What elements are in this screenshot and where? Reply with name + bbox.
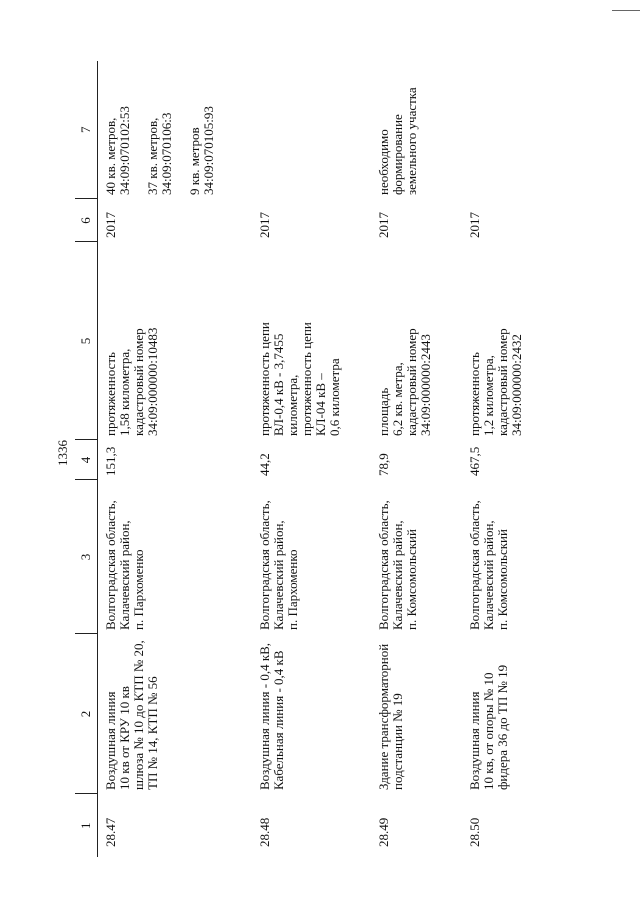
object-location xyxy=(252,480,371,634)
note-line: 34:09:070102:53 xyxy=(117,106,132,195)
area-value: 44,2 xyxy=(257,453,272,476)
object-name-line: шлюза № 10 до КТП № 20, xyxy=(131,640,146,790)
column-header: 5 xyxy=(75,242,98,440)
characteristics-line: 0,6 километра xyxy=(327,358,342,436)
location-line: Волгоградская область, xyxy=(257,500,272,630)
column-header: 6 xyxy=(75,199,98,242)
location-line: Волгоградская область, xyxy=(103,500,118,630)
object-name xyxy=(252,634,371,794)
characteristics-line: кадастровый номер xyxy=(131,328,146,436)
location-line: п. Комсомольский xyxy=(495,529,510,630)
year-value: 2017 xyxy=(376,212,391,238)
location-line: Волгоградская область, xyxy=(467,500,482,630)
object-name-line: ТП № 14, КТП № 56 xyxy=(145,676,160,790)
area-value: 151,3 xyxy=(103,446,118,476)
characteristics-line: протяженность цепи xyxy=(299,322,314,436)
characteristics-line: 1,58 километра, xyxy=(117,348,132,436)
row-number: 28.47 xyxy=(103,817,118,847)
row-number: 28.49 xyxy=(376,817,391,847)
area-value: 467,5 xyxy=(467,446,482,476)
characteristics-line: протяженность xyxy=(467,352,482,436)
object-name xyxy=(462,634,594,794)
object-name-line: Воздушная линия xyxy=(103,691,118,790)
note-line: 40 кв. метров, xyxy=(103,117,118,195)
year-value: 2017 xyxy=(103,212,118,238)
characteristics-line: протяженность цепи xyxy=(257,322,272,436)
object-name-line: Воздушная линия - 0,4 кВ, xyxy=(257,642,272,790)
object-name-line: Здание трансформаторной xyxy=(376,643,391,790)
object-characteristics xyxy=(98,242,253,440)
object-characteristics xyxy=(462,242,594,440)
row-number: 28.50 xyxy=(467,817,482,847)
object-location xyxy=(371,480,462,634)
characteristics-line: 6,2 кв. метра, xyxy=(390,362,405,436)
note-gap xyxy=(132,65,146,195)
page-number: 1336 xyxy=(55,440,70,466)
characteristics-line: 34:09:000000:2432 xyxy=(509,334,524,436)
characteristics-line: ВЛ-0,4 кВ - 3,7455 xyxy=(271,333,286,436)
object-location xyxy=(462,480,594,634)
year-value: 2017 xyxy=(257,212,272,238)
table-row xyxy=(462,61,594,857)
column-header: 1 xyxy=(75,794,98,857)
object-name-line: подстанции № 19 xyxy=(390,693,405,790)
note-gap xyxy=(174,65,188,195)
land-notes xyxy=(462,61,594,199)
note-line: 37 кв. метров, xyxy=(145,117,160,195)
object-name-line: фидера 36 до ТП № 19 xyxy=(495,664,510,790)
land-notes xyxy=(252,61,371,199)
row-number: 28.48 xyxy=(257,817,272,847)
object-name xyxy=(371,634,462,794)
table-row xyxy=(252,61,371,857)
object-name-line: Кабельная линия - 0,4 кВ xyxy=(271,650,286,790)
location-line: Калачевский район, xyxy=(117,520,132,630)
location-line: п. Комсомольский xyxy=(404,529,419,630)
registry-table xyxy=(75,61,594,857)
characteristics-line: 34:09:000000:10483 xyxy=(145,327,160,436)
note-line: формирование xyxy=(390,114,405,195)
column-header: 4 xyxy=(75,440,98,480)
note-line: 34:09:070106:3 xyxy=(159,112,174,195)
characteristics-line: 34:09:000000:2443 xyxy=(418,334,433,436)
corner-mark xyxy=(612,10,640,11)
object-location xyxy=(98,480,253,634)
column-header: 2 xyxy=(75,634,98,794)
table-row xyxy=(98,61,253,857)
land-notes xyxy=(371,61,462,199)
location-line: Волгоградская область, xyxy=(376,500,391,630)
object-name xyxy=(98,634,253,794)
object-characteristics xyxy=(371,242,462,440)
location-line: п. Пархоменко xyxy=(285,549,300,630)
characteristics-line: километра, xyxy=(285,374,300,436)
characteristics-line: 1,2 километра, xyxy=(481,355,496,436)
note-line: 34:09:070105:93 xyxy=(201,106,216,195)
table-row xyxy=(371,61,462,857)
object-name-line: 10 кв, от опоры № 10 xyxy=(481,672,496,790)
column-header: 7 xyxy=(75,61,98,199)
location-line: п. Пархоменко xyxy=(131,549,146,630)
header-row xyxy=(75,61,98,857)
location-line: Калачевский район, xyxy=(390,520,405,630)
rotated-table-container xyxy=(75,61,607,857)
land-notes xyxy=(98,61,253,199)
characteristics-line: площадь xyxy=(376,387,391,436)
characteristics-line: протяженность xyxy=(103,352,118,436)
note-line: земельного участка xyxy=(404,87,419,195)
object-name-line: Воздушная линия xyxy=(467,691,482,790)
column-header: 3 xyxy=(75,480,98,634)
note-line: необходимо xyxy=(376,129,391,195)
year-value: 2017 xyxy=(467,212,482,238)
note-line: 9 кв. метров xyxy=(187,127,202,195)
characteristics-line: КЛ-04 кВ – xyxy=(313,373,328,436)
location-line: Калачевский район, xyxy=(481,520,496,630)
area-value: 78,9 xyxy=(376,453,391,476)
location-line: Калачевский район, xyxy=(271,520,286,630)
object-name-line: 10 кв от КРУ 10 кв xyxy=(117,686,132,790)
characteristics-line: кадастровый номер xyxy=(404,328,419,436)
characteristics-line: кадастровый номер xyxy=(495,328,510,436)
object-characteristics xyxy=(252,242,371,440)
